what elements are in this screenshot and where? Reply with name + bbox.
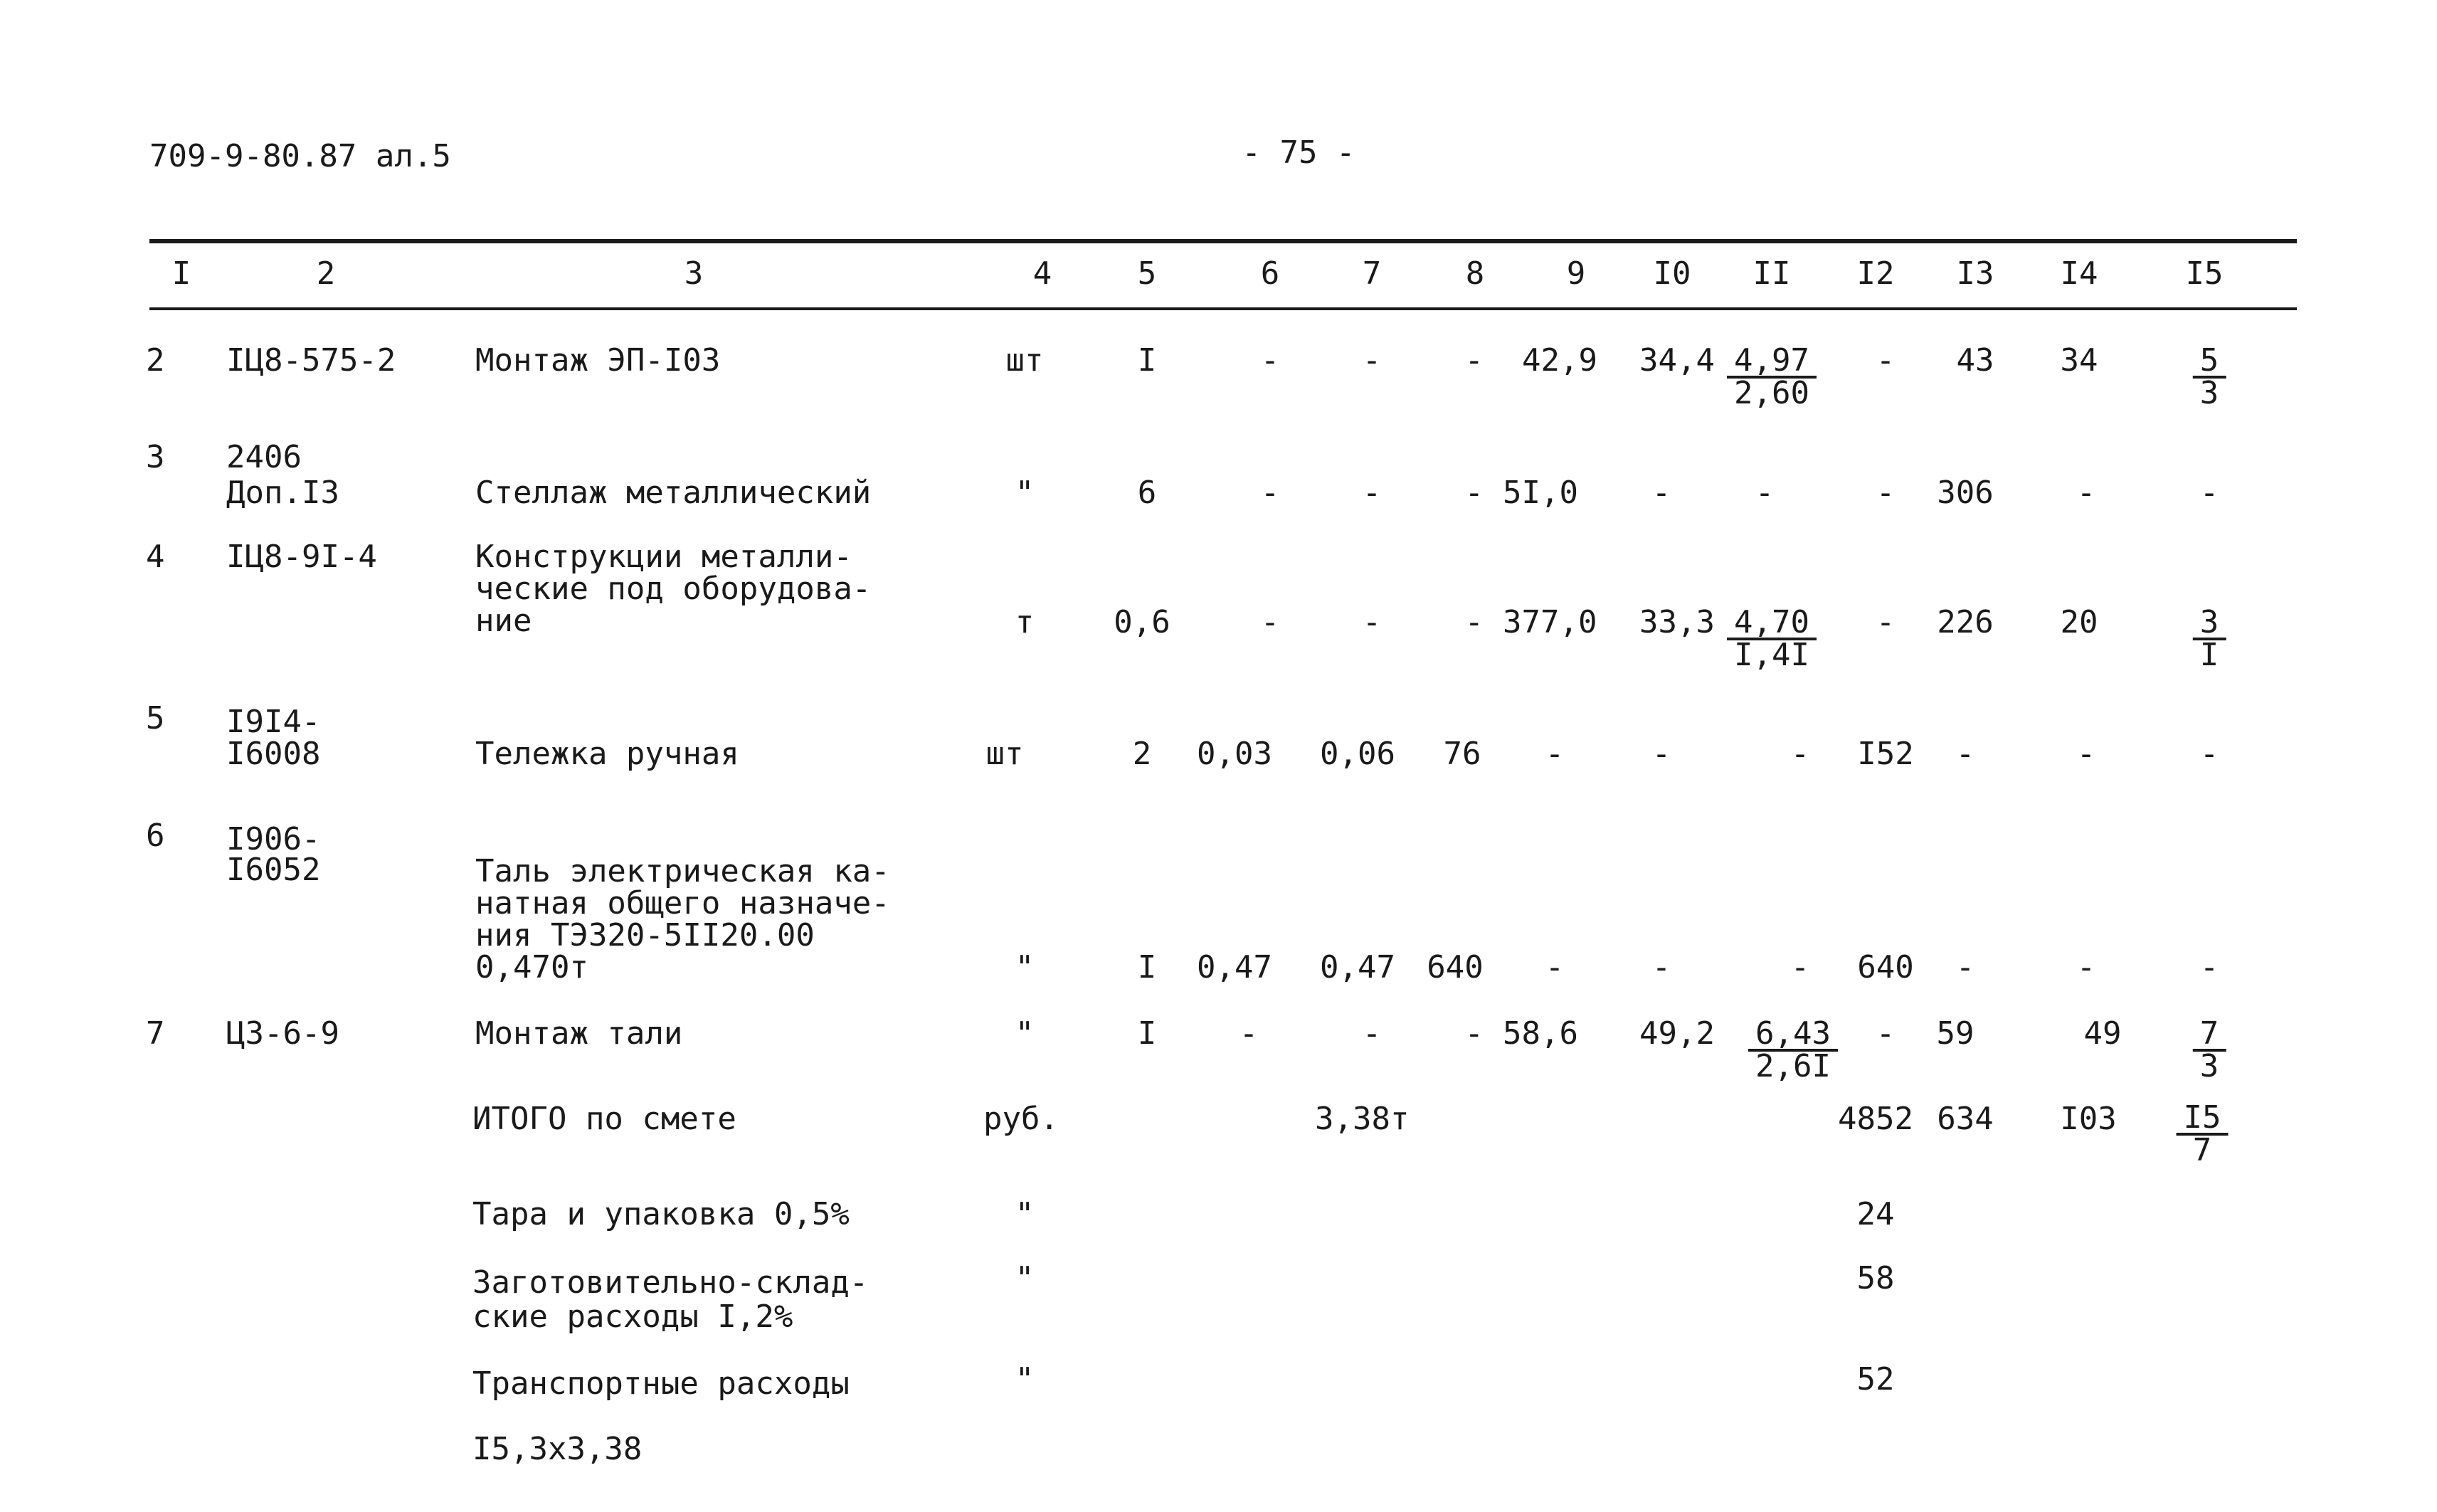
row-unit: шт (985, 736, 1024, 772)
row-c11: - (1790, 736, 1810, 772)
row-c8: 76 (1443, 736, 1481, 772)
row-name: ние (475, 603, 532, 639)
row-c11-fraction (1748, 1015, 1838, 1084)
total-c14: I03 (2060, 1101, 2117, 1137)
row-c8: - (1464, 475, 1484, 511)
fraction-numerator: 5 (2193, 346, 2226, 379)
row-unit: т (1015, 604, 1035, 640)
row-c5: I (1137, 342, 1157, 379)
row-c13: 59 (1936, 1015, 1975, 1052)
row-name: Таль электрическая ка- (475, 853, 890, 889)
row-c12: - (1876, 604, 1896, 640)
row-name: Монтаж ЭП-I03 (475, 342, 721, 379)
row-code: IЦ8-9I-4 (226, 539, 377, 575)
row-unit: " (1015, 1015, 1035, 1052)
col-header-7: 7 (1362, 255, 1382, 292)
total-label: ИТОГО по смете (472, 1101, 736, 1137)
col-header-10: I0 (1653, 255, 1691, 292)
row-c15-fraction (2193, 342, 2226, 411)
row-c7: - (1362, 604, 1382, 640)
extra-unit: " (1015, 1260, 1035, 1296)
row-c11: - (1755, 475, 1775, 511)
row-c8: 640 (1427, 949, 1484, 985)
row-c7: - (1362, 475, 1382, 511)
extra-value: 52 (1856, 1361, 1895, 1397)
row-code: Доп.I3 (226, 475, 339, 511)
row-unit: " (1015, 475, 1035, 511)
row-name: 0,470т (475, 949, 588, 985)
row-c13: 306 (1937, 475, 1994, 511)
row-c7: 0,06 (1320, 736, 1395, 772)
row-c14: - (2076, 475, 2096, 511)
row-c7: - (1362, 342, 1382, 379)
row-c6: 0,03 (1197, 736, 1272, 772)
row-c9: 58,6 (1503, 1015, 1578, 1052)
fraction-numerator: 6,43 (1748, 1019, 1838, 1052)
row-c7: 0,47 (1320, 949, 1395, 985)
extra-unit: " (1015, 1361, 1035, 1397)
row-c6: 0,47 (1197, 949, 1272, 985)
row-number: 7 (146, 1015, 165, 1052)
extra-value: 24 (1856, 1196, 1895, 1232)
row-name: Стеллаж металлический (475, 475, 872, 511)
row-number: 2 (146, 342, 165, 379)
extra-label: Транспортные расходы (472, 1365, 850, 1402)
row-name: Конструкции металли- (475, 539, 852, 575)
fraction-numerator: I5 (2177, 1103, 2229, 1136)
row-c9: 5I,0 (1503, 475, 1578, 511)
row-number: 3 (146, 439, 165, 475)
row-code: I6008 (226, 736, 321, 772)
col-header-11: II (1753, 255, 1791, 292)
row-c10: 33,3 (1639, 604, 1715, 640)
extra-unit: " (1015, 1196, 1035, 1232)
row-c14: 20 (2060, 604, 2098, 640)
row-c6: - (1260, 604, 1280, 640)
row-name: Тележка ручная (475, 736, 739, 772)
row-c13: 43 (1956, 342, 1994, 379)
row-code: Ц3-6-9 (226, 1015, 339, 1052)
doc-code: 709-9-80.87 ал.5 (149, 138, 451, 174)
row-c5: 0,6 (1114, 604, 1170, 640)
footnote: I5,3х3,38 (472, 1431, 643, 1467)
row-code: I906- (226, 821, 321, 857)
row-c14: 34 (2060, 342, 2098, 379)
row-c7: - (1362, 1015, 1382, 1052)
row-c5: 2 (1132, 736, 1152, 772)
row-c9: 377,0 (1503, 604, 1597, 640)
total-unit: руб. (983, 1101, 1059, 1137)
fraction-numerator: 7 (2193, 1019, 2226, 1052)
col-header-2: 2 (316, 255, 336, 292)
row-code: I9I4- (226, 704, 321, 740)
row-c12: - (1876, 342, 1896, 379)
fraction-denominator: I (2199, 637, 2219, 673)
row-name: ческие под оборудова- (475, 571, 872, 607)
fraction-numerator: 4,70 (1727, 608, 1817, 640)
total-c13: 634 (1937, 1101, 1994, 1137)
row-c8: - (1464, 342, 1484, 379)
row-c10: - (1651, 949, 1671, 985)
col-header-13: I3 (1956, 255, 1994, 292)
fraction-denominator: 7 (2192, 1132, 2212, 1168)
row-c10: 34,4 (1639, 342, 1715, 379)
page-number: - 75 - (1242, 134, 1355, 171)
row-c15: - (2199, 475, 2219, 511)
row-number: 4 (146, 539, 165, 575)
col-header-5: 5 (1137, 255, 1157, 292)
row-c15: - (2199, 736, 2219, 772)
row-number: 5 (146, 700, 165, 736)
total-c7: 3,38т (1315, 1101, 1410, 1137)
row-code: 2406 (226, 439, 302, 475)
row-c10: - (1651, 736, 1671, 772)
row-c15: - (2199, 949, 2219, 985)
col-header-12: I2 (1856, 255, 1895, 292)
col-header-1: I (171, 255, 191, 292)
extra-label: Заготовительно-склад- (472, 1264, 869, 1301)
row-name: ния ТЭ320-5II20.00 (475, 917, 815, 953)
row-c12: I52 (1857, 736, 1914, 772)
row-code: I6052 (226, 852, 321, 888)
row-c8: - (1464, 1015, 1484, 1052)
row-c6: - (1239, 1015, 1259, 1052)
row-number: 6 (146, 818, 165, 854)
row-c5: 6 (1137, 475, 1157, 511)
col-header-6: 6 (1260, 255, 1280, 292)
row-name: натная общего назначе- (475, 885, 890, 921)
col-header-3: 3 (684, 255, 704, 292)
row-c11-fraction (1727, 342, 1817, 411)
row-c5: I (1137, 1015, 1157, 1052)
extra-value: 58 (1856, 1260, 1895, 1296)
row-unit: " (1015, 949, 1035, 985)
fraction-denominator: 2,60 (1734, 375, 1809, 411)
fraction-denominator: 3 (2199, 375, 2219, 411)
row-c15-fraction (2193, 604, 2226, 673)
total-c15-fraction (2177, 1099, 2229, 1168)
row-c11-fraction (1727, 604, 1817, 673)
row-c12: - (1876, 475, 1896, 511)
row-c11: - (1790, 949, 1810, 985)
row-c9: 42,9 (1522, 342, 1597, 379)
fraction-denominator: 2,6I (1755, 1048, 1831, 1084)
row-c6: - (1260, 342, 1280, 379)
col-header-4: 4 (1032, 255, 1052, 292)
row-code: IЦ8-575-2 (226, 342, 396, 379)
row-c9: - (1545, 736, 1565, 772)
fraction-numerator: 3 (2193, 608, 2226, 640)
row-c6: - (1260, 475, 1280, 511)
fraction-denominator: I,4I (1734, 637, 1809, 673)
row-unit: шт (1005, 342, 1044, 379)
row-c13: - (1955, 949, 1975, 985)
col-header-9: 9 (1566, 255, 1586, 292)
row-name: Монтаж тали (475, 1015, 683, 1052)
fraction-numerator: 4,97 (1727, 346, 1817, 379)
row-c9: - (1545, 949, 1565, 985)
col-header-8: 8 (1465, 255, 1485, 292)
row-c10: - (1651, 475, 1671, 511)
extra-label: ские расходы I,2% (472, 1299, 793, 1335)
row-c13: 226 (1937, 604, 1994, 640)
row-c13: - (1955, 736, 1975, 772)
row-c12: - (1876, 1015, 1896, 1052)
total-c12: 4852 (1838, 1101, 1913, 1137)
row-c5: I (1137, 949, 1157, 985)
row-c14: 49 (2083, 1015, 2122, 1052)
col-header-14: I4 (2060, 255, 2098, 292)
fraction-denominator: 3 (2199, 1048, 2219, 1084)
row-c14: - (2076, 949, 2096, 985)
extra-label: Тара и упаковка 0,5% (472, 1196, 850, 1232)
row-c14: - (2076, 736, 2096, 772)
header-bottom-rule (149, 307, 2297, 310)
col-header-15: I5 (2185, 255, 2224, 292)
table-top-rule (149, 239, 2297, 243)
row-c12: 640 (1857, 949, 1914, 985)
row-c15-fraction (2193, 1015, 2226, 1084)
row-c10: 49,2 (1639, 1015, 1715, 1052)
row-c8: - (1464, 604, 1484, 640)
